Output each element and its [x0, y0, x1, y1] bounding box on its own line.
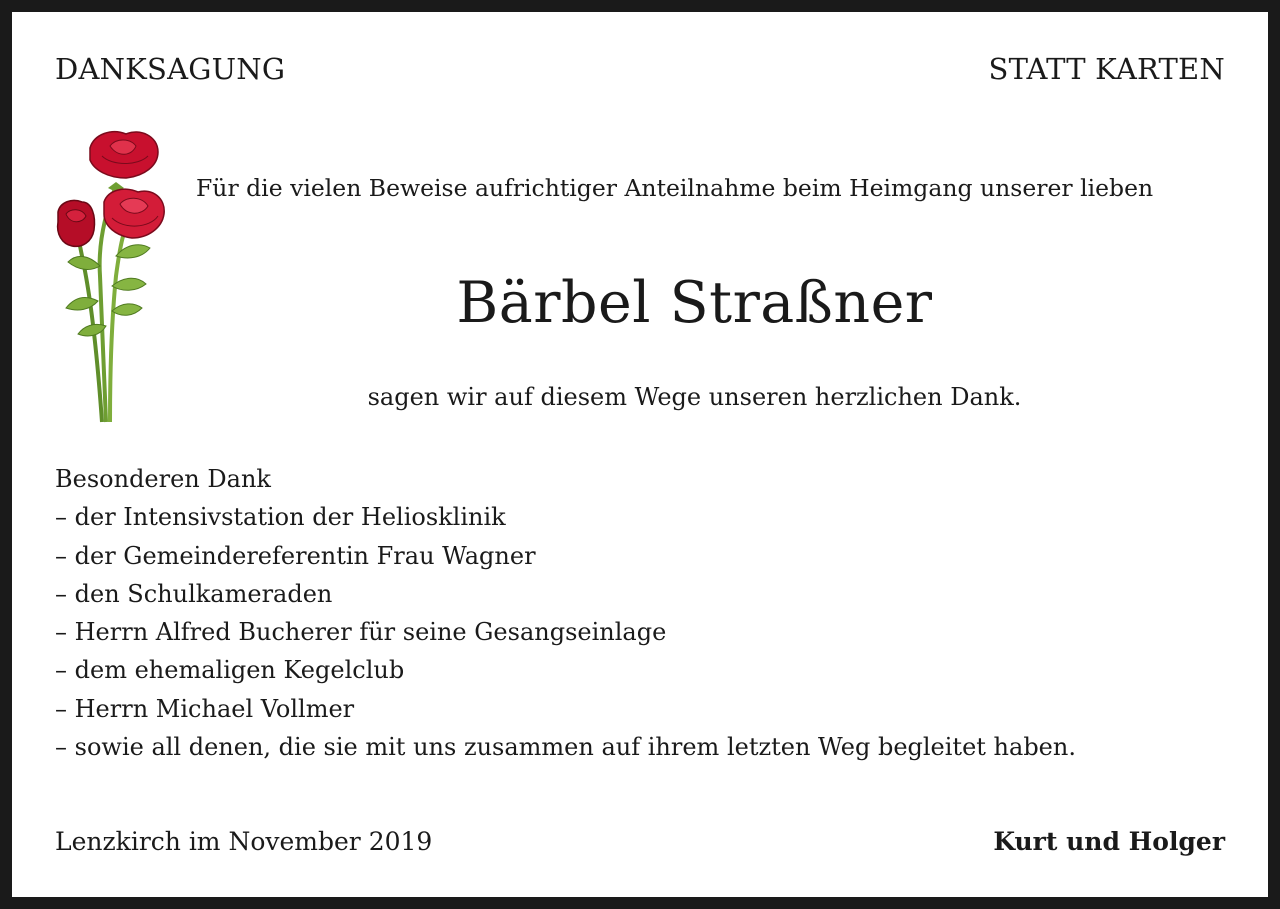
- obituary-card: [12, 12, 1268, 897]
- signature: Kurt und Holger: [993, 827, 1225, 856]
- place-date: Lenzkirch im November 2019: [55, 827, 433, 856]
- special-thanks-list: [55, 460, 1076, 766]
- list-item: – Herrn Alfred Bucherer für seine Gesangseinlage: [55, 618, 667, 647]
- list-item: – den Schulkameraden: [55, 579, 333, 608]
- header-right-title: STATT KARTEN: [988, 52, 1225, 86]
- deceased-name: Bärbel Straßner: [456, 270, 933, 336]
- list-item: – der Intensivstation der Heliosklinik: [55, 503, 506, 532]
- list-item: – der Gemeindereferentin Frau Wagner: [55, 541, 536, 570]
- intro-text: Für die vielen Beweise aufrichtiger Anteilnahme beim Heimgang unserer lieben: [196, 174, 1154, 202]
- special-thanks-title: Besonderen Dank: [55, 465, 271, 493]
- thanks-line: sagen wir auf diesem Wege unseren herzlichen Dank.: [367, 383, 1022, 411]
- list-item: – Herrn Michael Vollmer: [55, 694, 355, 723]
- list-item: – dem ehemaligen Kegelclub: [55, 656, 405, 685]
- header-left-title: DANKSAGUNG: [55, 52, 286, 86]
- list-item: – sowie all denen, die sie mit uns zusammen auf ihrem letzten Weg begleitet haben.: [55, 733, 1076, 762]
